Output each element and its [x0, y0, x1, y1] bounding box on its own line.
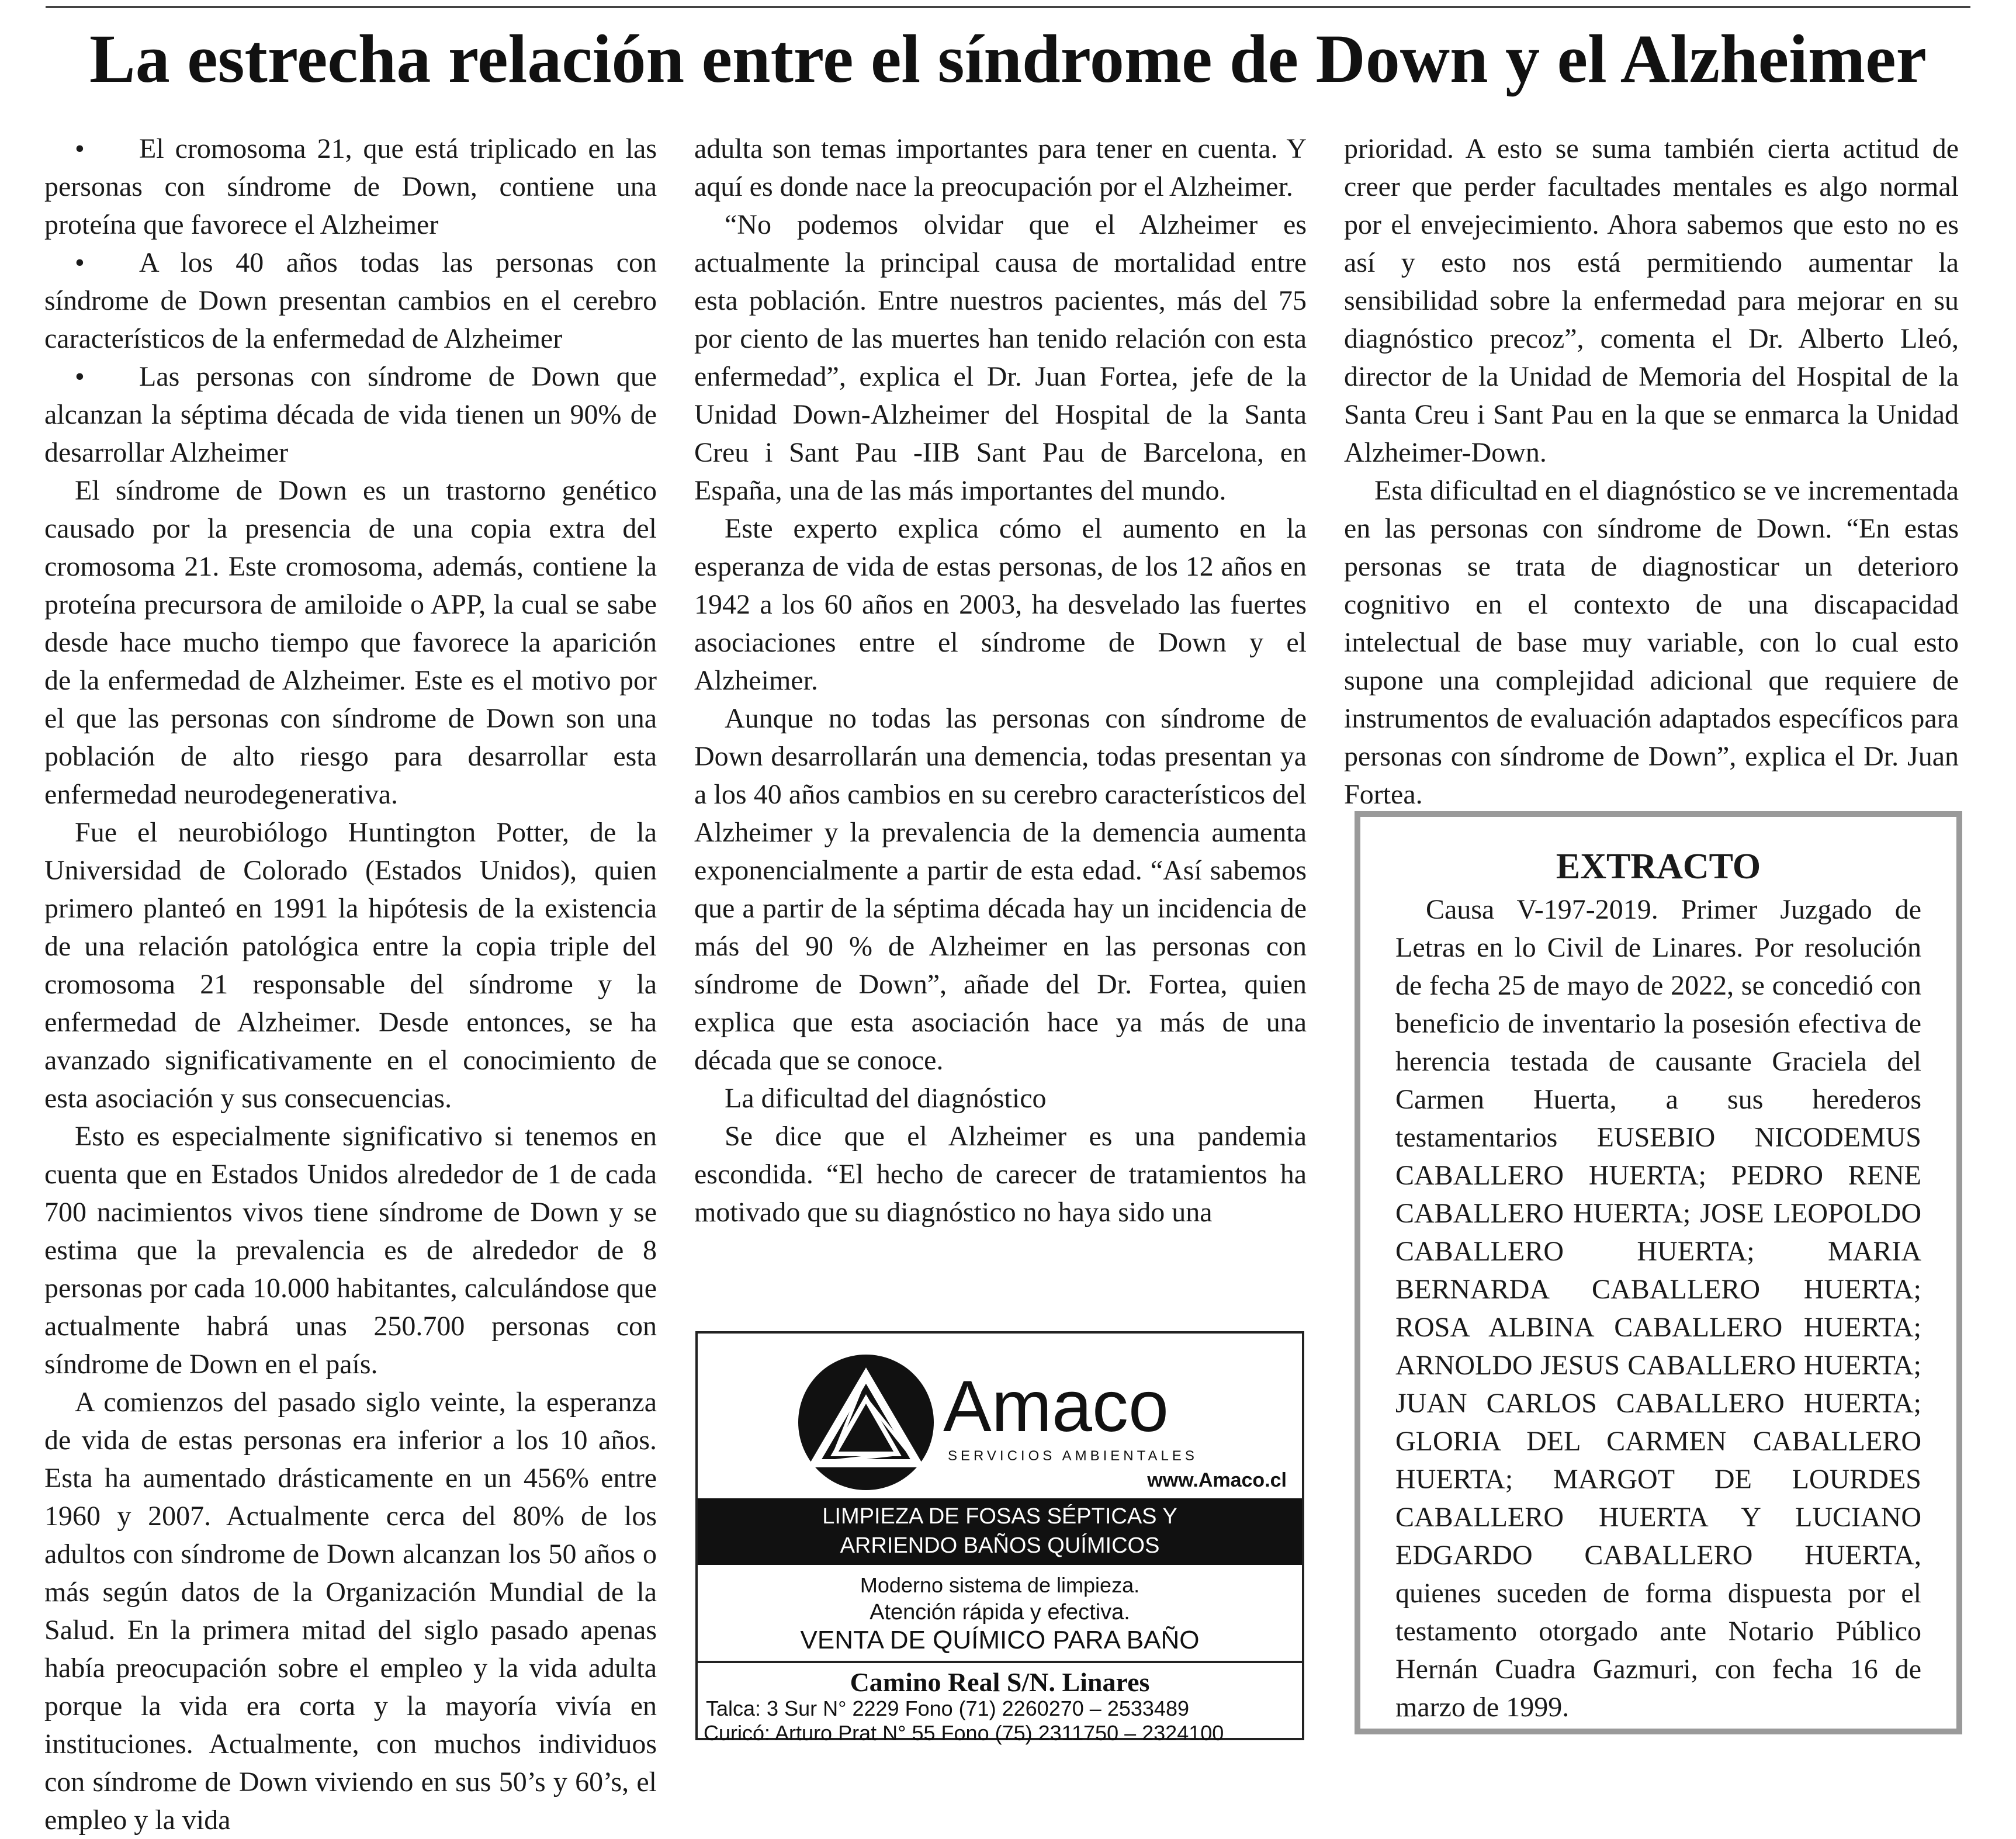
ad-line: Atención rápida y efectiva. — [870, 1600, 1130, 1625]
amaco-triangle-logo-icon — [797, 1353, 935, 1491]
ad-tagline: SERVICIOS AMBIENTALES — [948, 1448, 1198, 1464]
bullet-item — [44, 358, 657, 472]
ad-line: VENTA DE QUÍMICO PARA BAÑO — [800, 1626, 1200, 1654]
bullet-item — [44, 244, 657, 358]
amaco-advertisement — [695, 1331, 1304, 1745]
ad-branch-talca: Talca: 3 Sur N° 2229 Fono (71) 2260270 – 2533489 — [706, 1696, 1189, 1720]
ad-divider — [698, 1661, 1302, 1663]
bullet-text: Las personas con síndrome de Down que alcanzan la séptima década de vida tienen un 90% de desarrollar Alzheimer — [44, 361, 657, 468]
article-headline: La estrecha relación entre el síndrome de Down y el Alzheimer — [89, 20, 1927, 97]
bullet-dot: • — [75, 361, 85, 392]
ad-branch-curico: Curicó: Arturo Prat N° 55 Fono (75) 2311750 – 2324100 — [704, 1721, 1224, 1745]
bullet-item — [44, 130, 657, 244]
paragraph: Aunque no todas las personas con síndrome de Down desarrollarán una demencia, todas presentan ya a los 40 años cambios en su cerebro característicos del Alzheimer y la prevalencia de la demencia aumenta exponencialmente a partir de esta edad. “Así sabemos que a partir de la séptima década hay un incidencia de más del 90 % de Alzheimer en las personas con síndrome de Down”, añade del Dr. Fortea, quien explica que esta asociación hace ya más de una década que se conoce. — [694, 703, 1307, 1076]
extracto-notice-box — [1355, 811, 1962, 1734]
column-3 — [1344, 130, 1959, 813]
bullet-dot: • — [75, 247, 85, 278]
paragraph-continued: adulta son temas importantes para tener en cuenta. Y aquí es donde nace la preocupación por el Alzheimer. — [694, 133, 1307, 202]
paragraph: Esto es especialmente significativo si tenemos en cuenta que en Estados Unidos alrededor de 1 de cada 700 nacimientos vivos tiene síndrome de Down y se estima que la prevalencia es de alrededor de 8 personas por cada 10.000 habitantes, calculándose que actualmente habrá unas 250.700 personas con síndrome de Down en el país. — [44, 1121, 657, 1380]
paragraph: Este experto explica cómo el aumento en la esperanza de vida de estas personas, de los 12 años en 1942 a los 60 años en 2003, ha desvelado las fuertes asociaciones entre el síndrome de Down y el Alzheimer. — [694, 513, 1307, 696]
section-subhead: La dificultad del diagnóstico — [725, 1083, 1047, 1114]
bullet-dot: • — [75, 133, 85, 164]
ad-line: Moderno sistema de limpieza. — [860, 1573, 1140, 1597]
paragraph: A comienzos del pasado siglo veinte, la esperanza de vida de estas personas era inferior a los 10 años. Esta ha aumentado drásticamente en un 456% entre 1960 y 2007. Actualmente cerca del 80% de los adultos con síndrome de Down alcanzan los 50 años o más según datos de la Organización Mundial de la Salud. En la primera mitad del siglo pasado apenas había preocupación sobre el empleo y la vida adulta porque la vida era corta y la mayoría vivía en instituciones. Actualmente, con muchos individuos con síndrome de Down viviendo en sus 50’s y 60’s, el empleo y la vida — [44, 1387, 657, 1835]
paragraph: El síndrome de Down es un trastorno genético causado por la presencia de una copia extra del cromosoma 21. Este cromosoma, además, contiene la proteína precursora de amiloide o APP, la cual se sabe desde hace mucho tiempo que favorece la aparición de la enfermedad de Alzheimer. Este es el motivo por el que las personas con síndrome de Down son una población de alto riesgo para desarrollar esta enfermedad neurodegenerativa. — [44, 475, 657, 810]
column-1 — [44, 130, 657, 1839]
ad-services-band — [698, 1498, 1302, 1565]
ad-band-line: ARRIENDO BAÑOS QUÍMICOS — [840, 1533, 1160, 1558]
paragraph-continued: prioridad. A esto se suma también cierta actitud de creer que perder facultades mentales es algo normal por el envejecimiento. Ahora sabemos que esto no es así y esto nos está permitiendo aumentar la sensibilidad sobre la enfermedad para mejorar en su diagnóstico precoz”, comenta el Dr. Alberto Lleó, director de la Unidad de Memoria del Hospital de la Santa Creu i Sant Pau en la que se enmarca la Unidad Alzheimer-Down. — [1344, 133, 1959, 468]
column-2 — [694, 130, 1307, 1231]
bullet-text: El cromosoma 21, que está triplicado en las personas con síndrome de Down, contiene una proteína que favorece el Alzheimer — [44, 133, 657, 240]
paragraph: Esta dificultad en el diagnóstico se ve incrementada en las personas con síndrome de Down. “En estas personas se trata de diagnosticar un deterioro cognitivo en el contexto de una discapacidad intelectual de base muy variable, con lo cual esto supone una complejidad adicional que requiere de instrumentos de evaluación adaptados específicos para personas con síndrome de Down”, explica el Dr. Juan Fortea. — [1344, 475, 1959, 810]
ad-website: www.Amaco.cl — [1147, 1469, 1287, 1491]
paragraph: Se dice que el Alzheimer es una pandemia escondida. “El hecho de carecer de tratamientos ha motivado que su diagnóstico no haya sido una — [694, 1121, 1307, 1228]
extracto-body: Causa V-197-2019. Primer Juzgado de Letras en lo Civil de Linares. Por resolución de fecha 25 de mayo de 2022, se concedió con beneficio de inventario la posesión efectiva de herencia testada de causante Graciela del Carmen Huerta, a sus herederos testamentarios EUSEBIO NICODEMUS CABALLERO HUERTA; PEDRO RENE CABALLERO HUERTA; JOSE LEOPOLDO CABALLERO HUERTA; MARIA BERNARDA CABALLERO HUERTA; ROSA ALBINA CABALLERO HUERTA; ARNOLDO JESUS CABALLERO HUERTA; JUAN CARLOS CABALLERO HUERTA; GLORIA DEL CARMEN CABALLERO HUERTA; MARGOT DE LOURDES CABALLERO HUERTA Y LUCIANO EDGARDO CABALLERO HUERTA, quienes suceden de forma dispuesta por el testamento otorgado ante Notario Público Hernán Cuadra Gazmuri, con fecha 16 de marzo de 1999. — [1395, 894, 1921, 1723]
ad-brand-name: Amaco — [943, 1366, 1169, 1447]
top-rule — [46, 6, 1970, 8]
ad-band-line: LIMPIEZA DE FOSAS SÉPTICAS Y — [822, 1504, 1177, 1529]
ad-address: Camino Real S/N. Linares — [850, 1667, 1150, 1697]
extracto-title: EXTRACTO — [1556, 847, 1761, 886]
paragraph: “No podemos olvidar que el Alzheimer es actualmente la principal causa de mortalidad entre esta población. Entre nuestros pacientes, más del 75 por ciento de las muertes han tenido relación con esta enfermedad”, explica el Dr. Juan Fortea, jefe de la Unidad Down-Alzheimer del Hospital de la Santa Creu i Sant Pau -IIB Sant Pau de Barcelona, en España, una de las más importantes del mundo. — [694, 209, 1307, 506]
paragraph: Fue el neurobiólogo Huntington Potter, de la Universidad de Colorado (Estados Unidos), quien primero planteó en 1991 la hipótesis de la existencia de una relación patológica entre la copia triple del cromosoma 21 responsable del síndrome y la enfermedad de Alzheimer. Desde entonces, se ha avanzado significativamente en el conocimiento de esta asociación y sus consecuencias. — [44, 817, 657, 1114]
bullet-text: A los 40 años todas las personas con síndrome de Down presentan cambios en el cerebro característicos de la enfermedad de Alzheimer — [44, 247, 657, 354]
